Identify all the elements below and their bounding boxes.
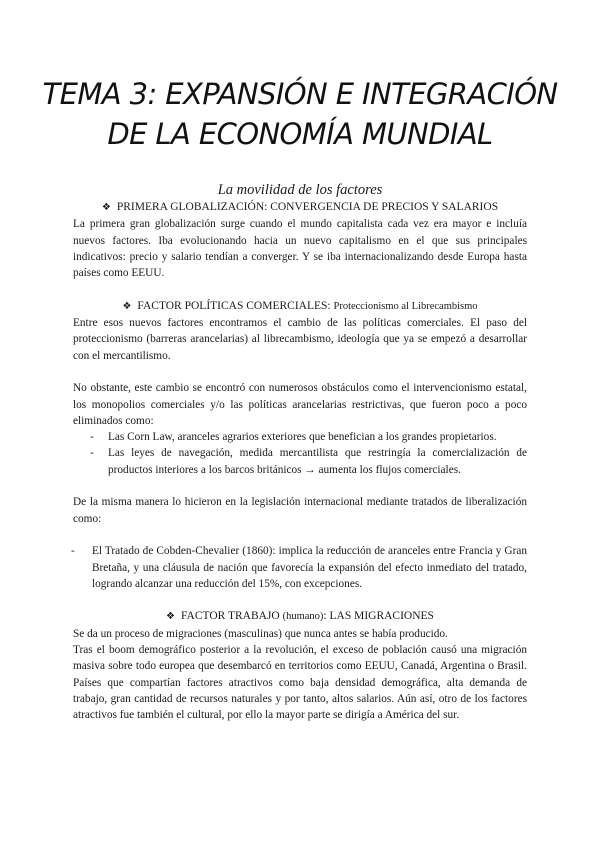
heading-subtext: Proteccionismo al Librecambismo: [333, 300, 478, 312]
heading-primera-globalizacion: [73, 199, 527, 216]
document-body: [73, 199, 527, 724]
list-item: - Las leyes de navegación, medida mercantilista que restringía la comercialización de productos interiores a los barcos británicos → aumenta los flujos comerciales.: [90, 447, 527, 476]
diamond-bullet-icon: ❖: [101, 202, 111, 213]
list-item: - Las Corn Law, aranceles agrarios exteriores que benefician a los grandes propietarios.: [73, 429, 527, 445]
treaties-list: [73, 543, 527, 592]
paragraph-migraciones-1: Se da un proceso de migraciones (masculinas) que nunca antes se había producido.: [73, 627, 448, 640]
section-subtitle: La movilidad de los factores: [217, 182, 383, 198]
dash-bullet: -: [90, 431, 94, 444]
heading-factor-trabajo: [73, 608, 527, 625]
heading-text-end: : LAS MIGRACIONES: [323, 610, 434, 623]
list-item: - El Tratado de Cobden-Chevalier (1860): implica la reducción de aranceles entre Francia y Gran Bretaña, y una cláusula de nación que favorecía la expansión del efecto inmediato del tratado, logrando alcanzar una reducción del 15%, con excepciones.: [71, 545, 527, 590]
heading-politicas-comerciales: [73, 298, 527, 315]
dash-bullet: -: [90, 447, 94, 460]
paragraph-migraciones-2: Tras el boom demográfico posterior a la revolución, el exceso de población causó una migración masiva sobre todo europea que desembarcó en territorios como EEUU, Canadá, Argentina o Brasil. Países que compartían factores atractivos como baja densidad demográfica, alta demanda de trabajo, gran cantidad de recursos naturales y por tanto, altos salarios. Aún así, otro de los factores atractivos fue también el cultural, por ello la mayor parte se dirigía a América del sur.: [73, 644, 527, 722]
page-title: [0, 74, 600, 154]
dash-bullet: -: [71, 545, 75, 558]
heading-text: FACTOR POLÍTICAS COMERCIALES:: [137, 299, 331, 312]
heading-text: PRIMERA GLOBALIZACIÓN: CONVERGENCIA DE PRECIOS Y SALARIOS: [116, 201, 499, 213]
obstacles-list: [73, 429, 527, 478]
page-title-line-2: DE LA ECONOMÍA MUNDIAL: [107, 117, 493, 151]
heading-text: FACTOR TRABAJO: [180, 610, 280, 623]
paragraph-politicas-1: Entre esos nuevos factores encontramos el cambio de las políticas comerciales. El paso del proteccionismo (barreras arancelarias) al librecambismo, ideología que ya se empezó a desarrollar con el mercantilismo.: [73, 317, 527, 362]
heading-subtext: (humano): [282, 611, 324, 623]
page-title-line-1: TEMA 3: EXPANSIÓN E INTEGRACIÓN: [42, 77, 558, 111]
paragraph-politicas-2: No obstante, este cambio se encontró con numerosos obstáculos como el intervencionismo estatal, los monopolios comerciales y/o las políticas arancelarias restrictivas, que fueron poco a poco eliminados como:: [73, 382, 527, 427]
paragraph-globalizacion: La primera gran globalización surge cuando el mundo capitalista cada vez era mayor e incluía nuevos factores. Iba evolucionando hacia un nuevo capitalismo en el que sus principales indicativos: precio y salario tendían a converger. Y se iba internacionalizando desde Europa hasta países como EEUU.: [73, 218, 527, 280]
diamond-bullet-icon: ❖: [166, 611, 175, 623]
paragraph-politicas-3: De la misma manera lo hicieron en la legislación internacional mediante tratados de liberalización como:: [73, 496, 527, 525]
diamond-bullet-icon: ❖: [122, 300, 132, 312]
